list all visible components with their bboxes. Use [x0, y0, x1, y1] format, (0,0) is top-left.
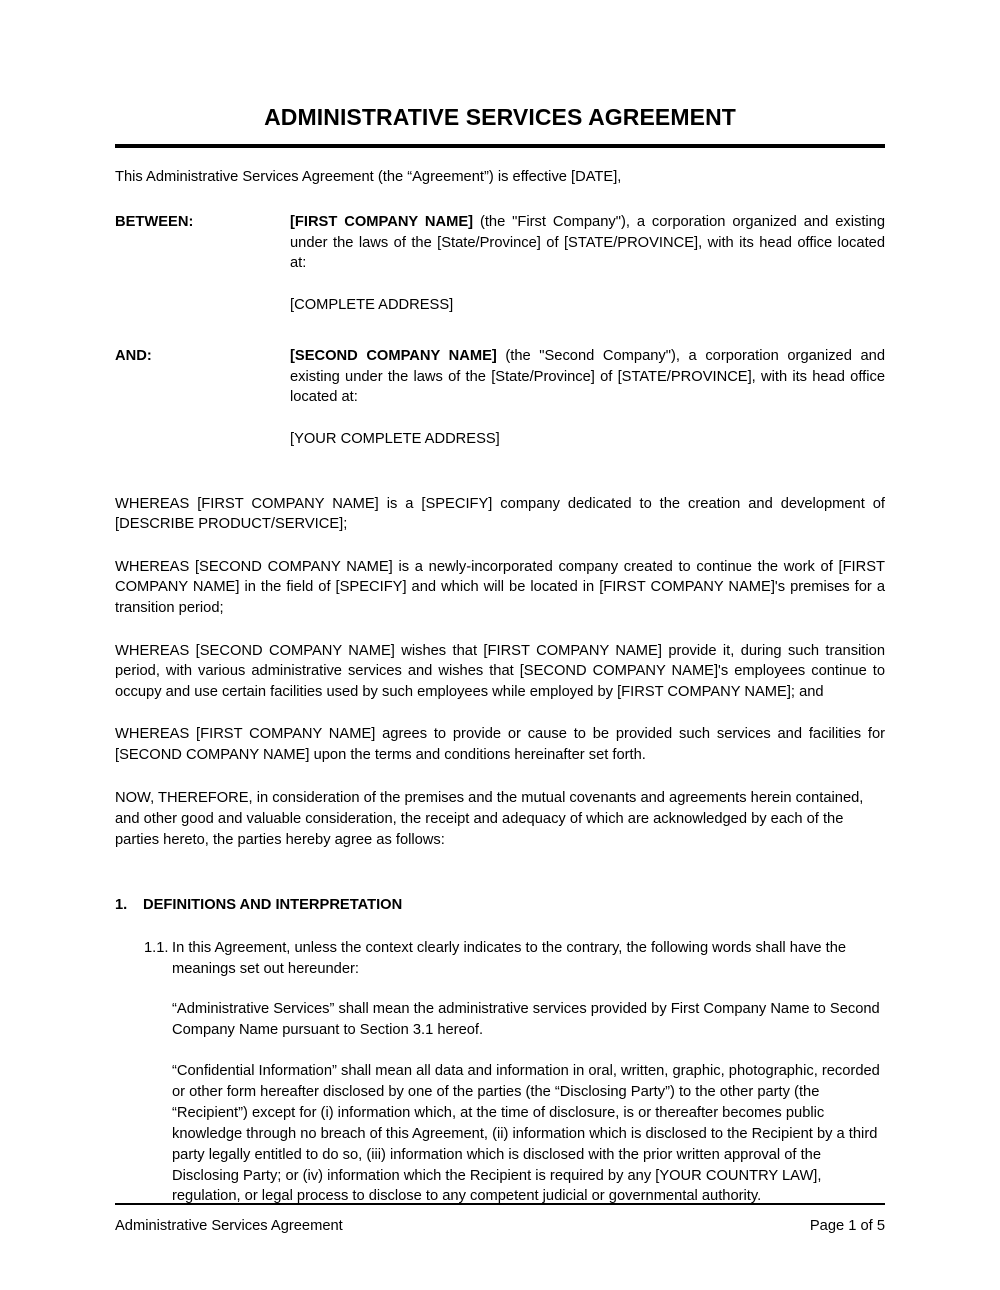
party-name-first-company: [FIRST COMPANY NAME]: [290, 214, 474, 231]
party-label-between: BETWEEN:: [115, 214, 194, 231]
page-title: ADMINISTRATIVE SERVICES AGREEMENT: [264, 104, 736, 130]
recital-paragraph-3: WHEREAS [SECOND COMPANY NAME] wishes that [FIRST COMPANY NAME] provide it, during such transition period, with various administrative services and wishes that [SECOND COMPANY NAME]'s employees continue to occupy and use certain facilities used by such employees while employed by [FIRST COMPANY NAME]; and: [115, 642, 885, 700]
party-description-and: [290, 346, 885, 408]
definition-confidential-information: “Confidential Information” shall mean all data and information in oral, written, graphic, photographic, recorded or other form hereafter disclosed by one of the parties (the “Disclosing Party”) to the other party (the “Recipient”) except for (i) information which, at the time of disclosure, is or thereafter becomes public knowledge through no breach of this Agreement, (ii) information which is disclosed to the Recipient by a third party legally entitled to do so, (iii) information which is disclosed with the prior written approval of the Disclosing Party; or (iv) information which the Recipient is required by any [YOUR COUNTRY LAW], regulation, or legal process to disclose to any competent judicial or governmental authority.: [172, 1063, 880, 1205]
clause-1-1: [144, 938, 885, 980]
party-block-between: [115, 212, 885, 315]
party-body-between: [290, 212, 885, 315]
footer-row: [115, 1217, 885, 1236]
definition-administrative-services: “Administrative Services” shall mean the administrative services provided by First Company Name to Second Company Name pursuant to Section 3.1 hereof.: [172, 1001, 880, 1039]
party-name-second-company: [SECOND COMPANY NAME]: [290, 348, 497, 365]
footer-page-number: Page 1 of 5: [809, 1218, 885, 1234]
section-heading-definitions: [115, 895, 885, 916]
section-title: DEFINITIONS AND INTERPRETATION: [143, 897, 403, 914]
title-divider: [115, 144, 885, 148]
now-therefore-paragraph: NOW, THEREFORE, in consideration of the premises and the mutual covenants and agreements herein contained, and other good and valuable consideration, the receipt and adequacy of which are acknowledged by each of the parties hereto, the parties hereby agree as follows:: [115, 790, 864, 848]
recital-paragraph-1: WHEREAS [FIRST COMPANY NAME] is a [SPECIFY] company dedicated to the creation and development of [DESCRIBE PRODUCT/SERVICE];: [115, 495, 885, 533]
footer-divider: [115, 1203, 885, 1205]
page-footer: [115, 1203, 885, 1236]
party-block-and: [115, 346, 885, 449]
section-number: 1.: [115, 897, 128, 914]
document-body: [115, 0, 885, 1222]
clause-number: 1.1.: [144, 939, 169, 956]
clause-text: In this Agreement, unless the context clearly indicates to the contrary, the following words shall have the meanings set out hereunder:: [172, 939, 847, 977]
party-description-between: [290, 212, 885, 274]
recital-paragraph-4: WHEREAS [FIRST COMPANY NAME] agrees to provide or cause to be provided such services and facilities for [SECOND COMPANY NAME] upon the terms and conditions hereinafter set forth.: [115, 726, 885, 763]
party-description-text-between: (the "First Company"), a corporation organized and existing under the laws of the [State/Province] of [STATE/PROVINCE], with its head office located at:: [290, 214, 885, 272]
party-label-and: AND:: [115, 348, 152, 365]
intro-paragraph: This Administrative Services Agreement (the “Agreement”) is effective [DATE],: [115, 169, 622, 186]
footer-document-name: Administrative Services Agreement: [115, 1218, 343, 1234]
party-address-and: [YOUR COMPLETE ADDRESS]: [290, 431, 500, 448]
recital-paragraph-2: WHEREAS [SECOND COMPANY NAME] is a newly-incorporated company created to continue the work of [FIRST COMPANY NAME] in the field of [SPECIFY] and which will be located in [FIRST COMPANY NAME]'s premises for a transition period;: [115, 558, 885, 616]
party-body-and: [290, 346, 885, 449]
party-description-text-and: (the "Second Company"), a corporation organized and existing under the laws of the [State/Province] of [STATE/PROVINCE], with its head office located at:: [290, 348, 885, 406]
party-address-between: [COMPLETE ADDRESS]: [290, 296, 454, 313]
